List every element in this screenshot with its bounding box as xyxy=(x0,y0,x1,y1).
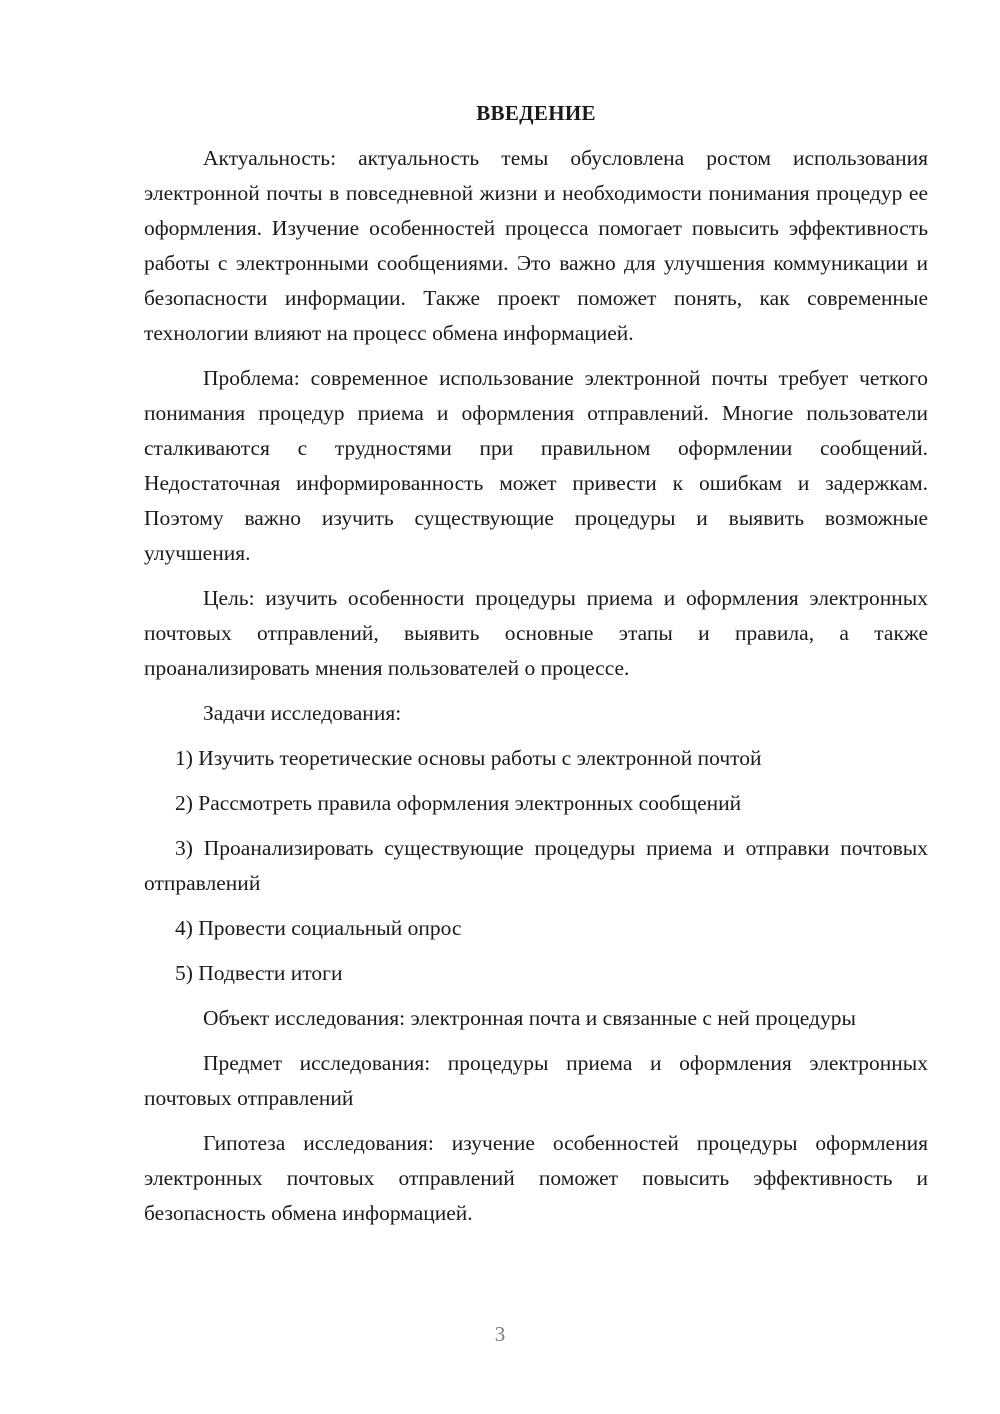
paragraph-hypothesis: Гипотеза исследования: изучение особенностей процедуры оформления электронных почтовых отправлений поможет повысить эффективность и безопасность обмена информацией. xyxy=(144,1131,928,1225)
list-item: 2) Рассмотреть правила оформления электронных сообщений xyxy=(175,791,742,815)
paragraph-relevance: Актуальность: актуальность темы обусловлена ростом использования электронной почты в повседневной жизни и необходимости понимания процедур ее оформления. Изучение особенностей процесса помогает повысить эффективность работы с электронными сообщениями. Это важно для улучшения коммуникации и безопасности информации. Также проект поможет понять, как современные технологии влияют на процесс обмена информацией. xyxy=(144,146,928,345)
list-item: 1) Изучить теоретические основы работы с электронной почтой xyxy=(175,746,762,770)
section-heading: ВВЕДЕНИЕ xyxy=(476,101,596,125)
paragraph-problem: Проблема: современное использование электронной почты требует четкого понимания процедур приема и оформления отправлений. Многие пользователи сталкиваются с трудностями при правильном оформлении сообщений. Недостаточная информированность может привести к ошибкам и задержкам. Поэтому важно изучить существующие процедуры и выявить возможные улучшения. xyxy=(144,366,928,565)
page-content xyxy=(144,96,928,1241)
list-item: 4) Провести социальный опрос xyxy=(175,916,462,940)
tasks-list xyxy=(144,741,928,991)
list-item: 3) Проанализировать существующие процедуры приема и отправки почтовых отправлений xyxy=(144,836,928,895)
paragraph-object: Объект исследования: электронная почта и связанные с ней процедуры xyxy=(203,1006,856,1030)
paragraph-subject: Предмет исследования: процедуры приема и оформления электронных почтовых отправлений xyxy=(144,1051,928,1110)
list-item: 5) Подвести итоги xyxy=(175,961,343,985)
page-number: 3 xyxy=(494,1322,506,1346)
tasks-title: Задачи исследования: xyxy=(203,701,402,725)
paragraph-goal: Цель: изучить особенности процедуры приема и оформления электронных почтовых отправлений, выявить основные этапы и правила, а также проанализировать мнения пользователей о процессе. xyxy=(144,586,928,680)
